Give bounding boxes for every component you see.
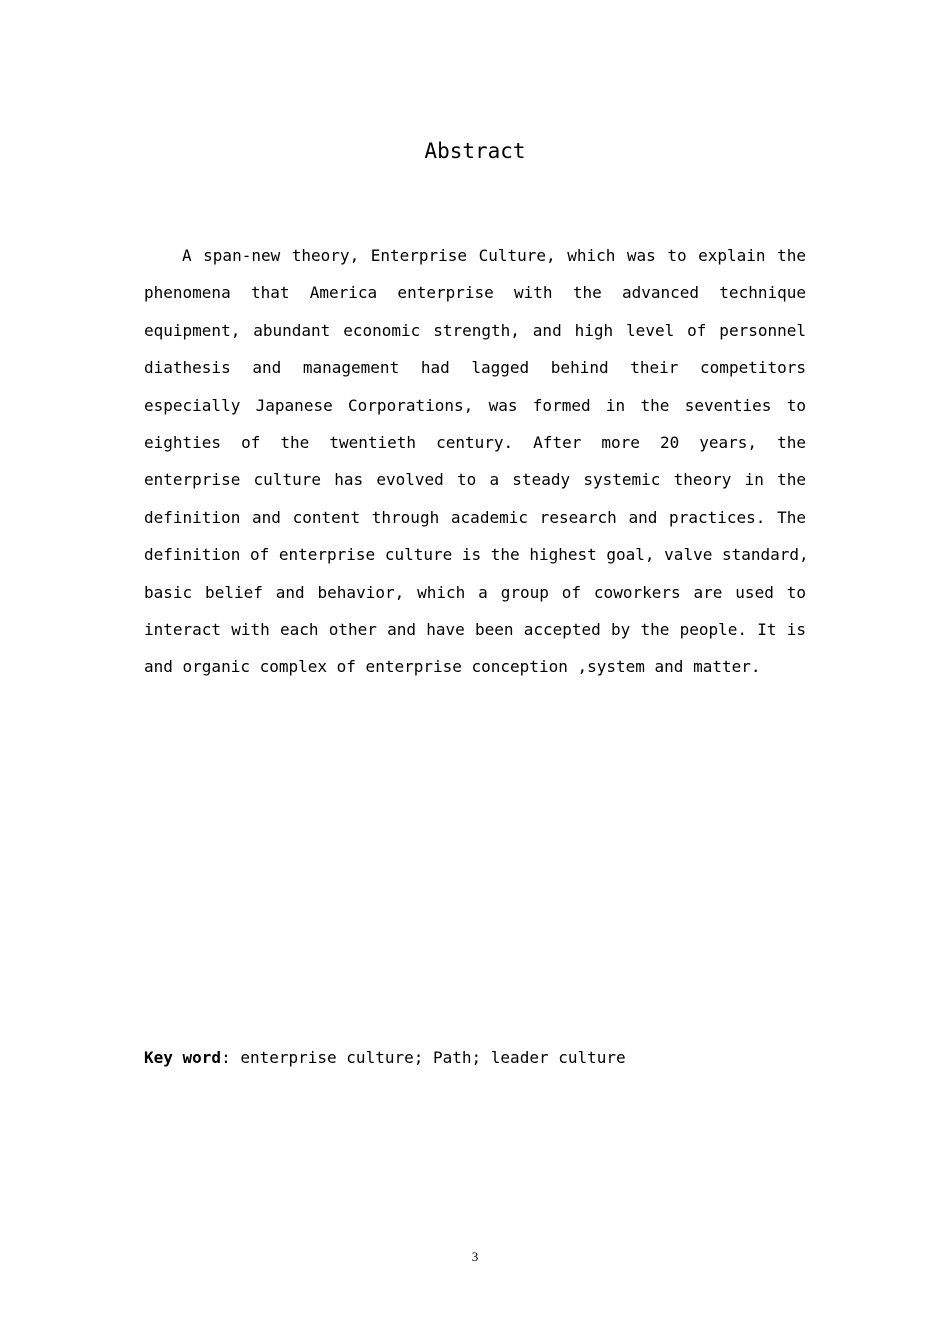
keywords-text: enterprise culture; Path; leader culture [230, 1048, 626, 1067]
keywords-label: Key word [144, 1048, 222, 1067]
abstract-line: especially Japanese Corporations, was formed in the seventies to [144, 395, 806, 415]
abstract-line: equipment, abundant economic strength, and high level of personnel [144, 320, 806, 340]
abstract-line: interact with each other and have been accepted by the people. It is [144, 620, 806, 640]
keywords-line [144, 1045, 626, 1071]
abstract-line: A span-new theory, Enterprise Culture, which was to explain the [182, 246, 806, 265]
abstract-line: phenomena that America enterprise with the advanced technique [144, 283, 806, 303]
abstract-line: diathesis and management had lagged behind their competitors [144, 358, 806, 378]
keywords-separator: : [221, 1048, 231, 1067]
abstract-line: and organic complex of enterprise conception ,system and matter. [144, 657, 761, 677]
abstract-title: Abstract [424, 139, 526, 163]
abstract-line: enterprise culture has evolved to a steady systemic theory in the [144, 470, 806, 490]
abstract-line: eighties of the twentieth century. After more 20 years, the [144, 433, 806, 453]
page-number: 3 [471, 1249, 479, 1264]
abstract-line: definition and content through academic research and practices. The [144, 507, 806, 527]
abstract-body [144, 237, 809, 686]
abstract-line: definition of enterprise culture is the highest goal, valve standard, [144, 545, 809, 565]
abstract-line: basic belief and behavior, which a group of coworkers are used to [144, 582, 806, 602]
